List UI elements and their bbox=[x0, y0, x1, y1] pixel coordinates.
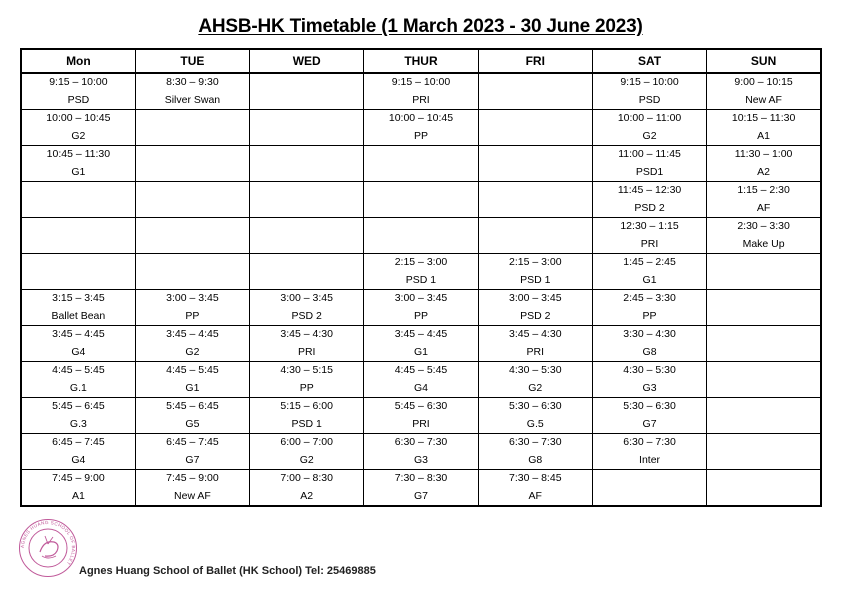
timetable-cell-sun bbox=[707, 110, 821, 146]
class-name: PRI bbox=[640, 237, 659, 250]
logo-ring-text: AGNES HUANG SCHOOL OF BALLET bbox=[19, 519, 77, 567]
timetable-cell-wed bbox=[250, 398, 364, 434]
class-name: PSD 2 bbox=[291, 309, 322, 322]
class-name: G2 bbox=[642, 129, 657, 142]
class-name: G7 bbox=[413, 489, 428, 502]
class-name: Inter bbox=[639, 453, 661, 466]
day-header-mon: Mon bbox=[21, 49, 135, 73]
class-name: G4 bbox=[413, 381, 428, 394]
timetable-cell-fri bbox=[478, 326, 592, 362]
timetable-cell-mon bbox=[21, 73, 135, 110]
class-time: 5:45 – 6:45 bbox=[166, 400, 219, 412]
timetable-cell-tue bbox=[135, 434, 249, 470]
timetable-cell-tue bbox=[135, 362, 249, 398]
class-name: A2 bbox=[300, 489, 314, 502]
class-time: 5:45 – 6:30 bbox=[394, 400, 448, 412]
class-name: New AF bbox=[745, 93, 782, 106]
timetable-cell-sat bbox=[592, 326, 706, 362]
class-time: 2:15 – 3:00 bbox=[394, 256, 448, 268]
timetable-cell-wed bbox=[250, 110, 364, 146]
timetable-cell-sun bbox=[707, 218, 821, 254]
timetable-cell-wed bbox=[250, 254, 364, 290]
school-logo-icon bbox=[18, 518, 78, 578]
class-name: G4 bbox=[71, 345, 86, 358]
class-time: 3:30 – 4:30 bbox=[623, 328, 676, 340]
day-header-tue: TUE bbox=[135, 49, 249, 73]
timetable-row bbox=[21, 110, 821, 146]
class-time: 7:00 – 8:30 bbox=[280, 472, 333, 484]
class-name: G2 bbox=[299, 453, 314, 466]
timetable-cell-tue bbox=[135, 110, 249, 146]
class-time: 3:45 – 4:45 bbox=[52, 328, 105, 340]
class-name: G4 bbox=[71, 453, 86, 466]
class-time: 3:00 – 3:45 bbox=[280, 292, 333, 304]
timetable-cell-wed bbox=[250, 290, 364, 326]
timetable-row bbox=[21, 254, 821, 290]
timetable-cell-tue bbox=[135, 470, 249, 507]
class-time: 4:45 – 5:45 bbox=[394, 364, 448, 376]
timetable-cell-tue bbox=[135, 73, 249, 110]
class-name: PSD 1 bbox=[405, 273, 437, 286]
class-time: 5:15 – 6:00 bbox=[280, 400, 333, 412]
class-name: G3 bbox=[642, 381, 657, 394]
class-name: A1 bbox=[71, 489, 85, 502]
timetable-cell-tue bbox=[135, 146, 249, 182]
timetable-cell-mon bbox=[21, 110, 135, 146]
class-time: 4:30 – 5:30 bbox=[623, 364, 676, 376]
class-name: G2 bbox=[185, 345, 200, 358]
timetable-cell-sat bbox=[592, 254, 706, 290]
class-time: 4:30 – 5:30 bbox=[508, 364, 562, 376]
day-header-sat: SAT bbox=[592, 49, 706, 73]
timetable-cell-sat bbox=[592, 290, 706, 326]
day-header-sun: SUN bbox=[707, 49, 821, 73]
timetable-cell-mon bbox=[21, 254, 135, 290]
class-time: 3:45 – 4:30 bbox=[280, 328, 333, 340]
timetable-cell-mon bbox=[21, 470, 135, 507]
timetable-cell-mon bbox=[21, 434, 135, 470]
day-header-row bbox=[21, 49, 821, 73]
class-name: PSD1 bbox=[635, 165, 664, 178]
class-name: G1 bbox=[413, 345, 428, 358]
class-time: 6:30 – 7:30 bbox=[508, 436, 562, 448]
timetable-cell-thur bbox=[364, 218, 478, 254]
page-title: AHSB-HK Timetable (1 March 2023 - 30 June 2023) bbox=[198, 16, 643, 37]
class-name: PP bbox=[642, 309, 657, 322]
day-header-fri: FRI bbox=[478, 49, 592, 73]
timetable-cell-fri bbox=[478, 362, 592, 398]
class-name: G8 bbox=[642, 345, 657, 358]
footer-contact: Agnes Huang School of Ballet (HK School) Tel: 25469885 bbox=[79, 565, 376, 577]
timetable-cell-sat bbox=[592, 362, 706, 398]
class-time: 9:15 – 10:00 bbox=[391, 76, 451, 88]
class-name: G7 bbox=[642, 417, 657, 430]
class-name: G.3 bbox=[69, 417, 87, 430]
class-name: PP bbox=[413, 309, 428, 322]
class-time: 10:00 – 10:45 bbox=[388, 112, 454, 124]
timetable-cell-fri bbox=[478, 218, 592, 254]
timetable-cell-sat bbox=[592, 110, 706, 146]
class-name: PRI bbox=[412, 417, 430, 430]
timetable-cell-wed bbox=[250, 326, 364, 362]
class-name: Make Up bbox=[742, 237, 785, 250]
class-name: PSD 1 bbox=[291, 417, 322, 430]
class-name: New AF bbox=[174, 489, 211, 502]
class-time: 2:15 – 3:00 bbox=[508, 256, 562, 268]
class-time: 6:30 – 7:30 bbox=[394, 436, 448, 448]
class-time: 3:00 – 3:45 bbox=[508, 292, 562, 304]
timetable-row bbox=[21, 146, 821, 182]
class-name: G8 bbox=[528, 453, 543, 466]
timetable-row bbox=[21, 290, 821, 326]
class-time: 11:30 – 1:00 bbox=[734, 148, 793, 160]
class-name: G3 bbox=[413, 453, 428, 466]
timetable-cell-fri bbox=[478, 110, 592, 146]
class-name: PP bbox=[413, 129, 428, 142]
timetable-cell-sun bbox=[707, 254, 821, 290]
class-time: 7:45 – 9:00 bbox=[166, 472, 219, 484]
class-time: 6:30 – 7:30 bbox=[623, 436, 676, 448]
class-name: G.1 bbox=[69, 381, 87, 394]
class-time: 10:00 – 10:45 bbox=[46, 112, 111, 124]
timetable bbox=[20, 48, 822, 507]
class-name: PSD bbox=[67, 93, 90, 106]
class-time: 1:45 – 2:45 bbox=[623, 256, 676, 268]
timetable-cell-thur bbox=[364, 398, 478, 434]
timetable-cell-thur bbox=[364, 326, 478, 362]
class-name: G2 bbox=[71, 129, 86, 142]
class-time: 12:30 – 1:15 bbox=[620, 220, 679, 232]
timetable-cell-sun bbox=[707, 398, 821, 434]
timetable-cell-sun bbox=[707, 290, 821, 326]
class-time: 11:00 – 11:45 bbox=[618, 148, 681, 160]
class-time: 10:00 – 11:00 bbox=[617, 112, 682, 124]
timetable-body bbox=[21, 73, 821, 506]
timetable-row bbox=[21, 182, 821, 218]
class-time: 4:45 – 5:45 bbox=[166, 364, 219, 376]
timetable-cell-fri bbox=[478, 254, 592, 290]
timetable-cell-thur bbox=[364, 73, 478, 110]
class-time: 6:45 – 7:45 bbox=[52, 436, 105, 448]
class-name: AF bbox=[528, 489, 542, 502]
timetable-cell-tue bbox=[135, 326, 249, 362]
timetable-cell-wed bbox=[250, 182, 364, 218]
timetable-cell-wed bbox=[250, 146, 364, 182]
class-time: 2:30 – 3:30 bbox=[737, 220, 790, 232]
class-time: 5:30 – 6:30 bbox=[508, 400, 562, 412]
timetable-cell-thur bbox=[364, 110, 478, 146]
timetable-row bbox=[21, 362, 821, 398]
class-name: Ballet Bean bbox=[51, 309, 106, 322]
timetable-cell-sat bbox=[592, 146, 706, 182]
class-time: 3:45 – 4:45 bbox=[394, 328, 448, 340]
class-time: 6:00 – 7:00 bbox=[280, 436, 333, 448]
class-name: PRI bbox=[412, 93, 430, 106]
class-name: G2 bbox=[528, 381, 543, 394]
class-name: G5 bbox=[185, 417, 200, 430]
class-time: 9:15 – 10:00 bbox=[49, 76, 108, 88]
class-time: 11:45 – 12:30 bbox=[617, 184, 682, 196]
timetable-cell-thur bbox=[364, 362, 478, 398]
class-time: 3:45 – 4:45 bbox=[166, 328, 219, 340]
timetable-cell-sun bbox=[707, 326, 821, 362]
timetable-cell-wed bbox=[250, 218, 364, 254]
class-time: 3:00 – 3:45 bbox=[166, 292, 219, 304]
class-name: PP bbox=[185, 309, 200, 322]
class-time: 9:15 – 10:00 bbox=[620, 76, 679, 88]
timetable-cell-fri bbox=[478, 434, 592, 470]
class-time: 4:30 – 5:15 bbox=[280, 364, 333, 376]
class-time: 4:45 – 5:45 bbox=[52, 364, 105, 376]
timetable-cell-mon bbox=[21, 182, 135, 218]
timetable-cell-sat bbox=[592, 470, 706, 507]
timetable-cell-mon bbox=[21, 290, 135, 326]
day-header-wed: WED bbox=[250, 49, 364, 73]
timetable-cell-fri bbox=[478, 470, 592, 507]
timetable-cell-mon bbox=[21, 398, 135, 434]
timetable-cell-sat bbox=[592, 73, 706, 110]
class-name: PSD bbox=[638, 93, 661, 106]
timetable-cell-sun bbox=[707, 73, 821, 110]
timetable-cell-fri bbox=[478, 73, 592, 110]
timetable-cell-thur bbox=[364, 146, 478, 182]
timetable-cell-sun bbox=[707, 182, 821, 218]
timetable-cell-fri bbox=[478, 182, 592, 218]
timetable-cell-wed bbox=[250, 362, 364, 398]
timetable-cell-wed bbox=[250, 434, 364, 470]
timetable-row bbox=[21, 73, 821, 110]
timetable-cell-mon bbox=[21, 218, 135, 254]
class-name: Silver Swan bbox=[164, 93, 221, 106]
timetable-cell-sun bbox=[707, 362, 821, 398]
class-name: AF bbox=[756, 201, 771, 214]
day-header-thur: THUR bbox=[364, 49, 478, 73]
timetable-cell-sat bbox=[592, 434, 706, 470]
class-name: PRI bbox=[526, 345, 545, 358]
timetable-cell-mon bbox=[21, 146, 135, 182]
timetable-cell-thur bbox=[364, 470, 478, 507]
timetable-row bbox=[21, 434, 821, 470]
timetable-cell-tue bbox=[135, 254, 249, 290]
class-time: 10:45 – 11:30 bbox=[46, 148, 111, 160]
timetable-cell-tue bbox=[135, 218, 249, 254]
class-time: 6:45 – 7:45 bbox=[166, 436, 219, 448]
timetable-cell-tue bbox=[135, 398, 249, 434]
class-time: 7:45 – 9:00 bbox=[52, 472, 105, 484]
timetable-cell-sat bbox=[592, 398, 706, 434]
class-name: G1 bbox=[642, 273, 657, 286]
timetable-cell-sun bbox=[707, 470, 821, 507]
class-time: 7:30 – 8:45 bbox=[508, 472, 562, 484]
timetable-cell-thur bbox=[364, 290, 478, 326]
timetable-cell-fri bbox=[478, 146, 592, 182]
timetable-cell-sun bbox=[707, 146, 821, 182]
class-name: A2 bbox=[757, 165, 771, 178]
class-time: 3:15 – 3:45 bbox=[52, 292, 105, 304]
timetable-cell-tue bbox=[135, 290, 249, 326]
class-name: G7 bbox=[185, 453, 200, 466]
class-time: 8:30 – 9:30 bbox=[166, 76, 219, 88]
class-time: 5:30 – 6:30 bbox=[623, 400, 676, 412]
timetable-cell-tue bbox=[135, 182, 249, 218]
timetable-cell-mon bbox=[21, 362, 135, 398]
timetable-cell-wed bbox=[250, 470, 364, 507]
timetable-cell-thur bbox=[364, 182, 478, 218]
timetable-row bbox=[21, 326, 821, 362]
timetable-cell-sat bbox=[592, 218, 706, 254]
timetable-cell-thur bbox=[364, 434, 478, 470]
class-name: G.5 bbox=[526, 417, 544, 430]
class-name: PP bbox=[299, 381, 314, 394]
class-time: 3:00 – 3:45 bbox=[394, 292, 448, 304]
class-time: 7:30 – 8:30 bbox=[394, 472, 448, 484]
class-name: G1 bbox=[185, 381, 200, 394]
timetable-cell-sat bbox=[592, 182, 706, 218]
class-name: A1 bbox=[757, 129, 771, 142]
timetable-row bbox=[21, 398, 821, 434]
timetable-cell-wed bbox=[250, 73, 364, 110]
class-name: PSD 2 bbox=[634, 201, 665, 214]
class-time: 2:45 – 3:30 bbox=[623, 292, 676, 304]
class-time: 5:45 – 6:45 bbox=[52, 400, 105, 412]
class-name: G1 bbox=[71, 165, 86, 178]
class-time: 9:00 – 10:15 bbox=[734, 76, 793, 88]
class-time: 10:15 – 11:30 bbox=[731, 112, 796, 124]
class-name: PSD 2 bbox=[520, 309, 551, 322]
class-time: 3:45 – 4:30 bbox=[508, 328, 562, 340]
timetable-cell-thur bbox=[364, 254, 478, 290]
timetable-row bbox=[21, 470, 821, 507]
timetable-cell-fri bbox=[478, 398, 592, 434]
timetable-cell-sun bbox=[707, 434, 821, 470]
class-name: PRI bbox=[297, 345, 316, 358]
class-name: PSD 1 bbox=[520, 273, 551, 286]
class-time: 1:15 – 2:30 bbox=[737, 184, 790, 196]
timetable-cell-fri bbox=[478, 290, 592, 326]
timetable-row bbox=[21, 218, 821, 254]
timetable-cell-mon bbox=[21, 326, 135, 362]
